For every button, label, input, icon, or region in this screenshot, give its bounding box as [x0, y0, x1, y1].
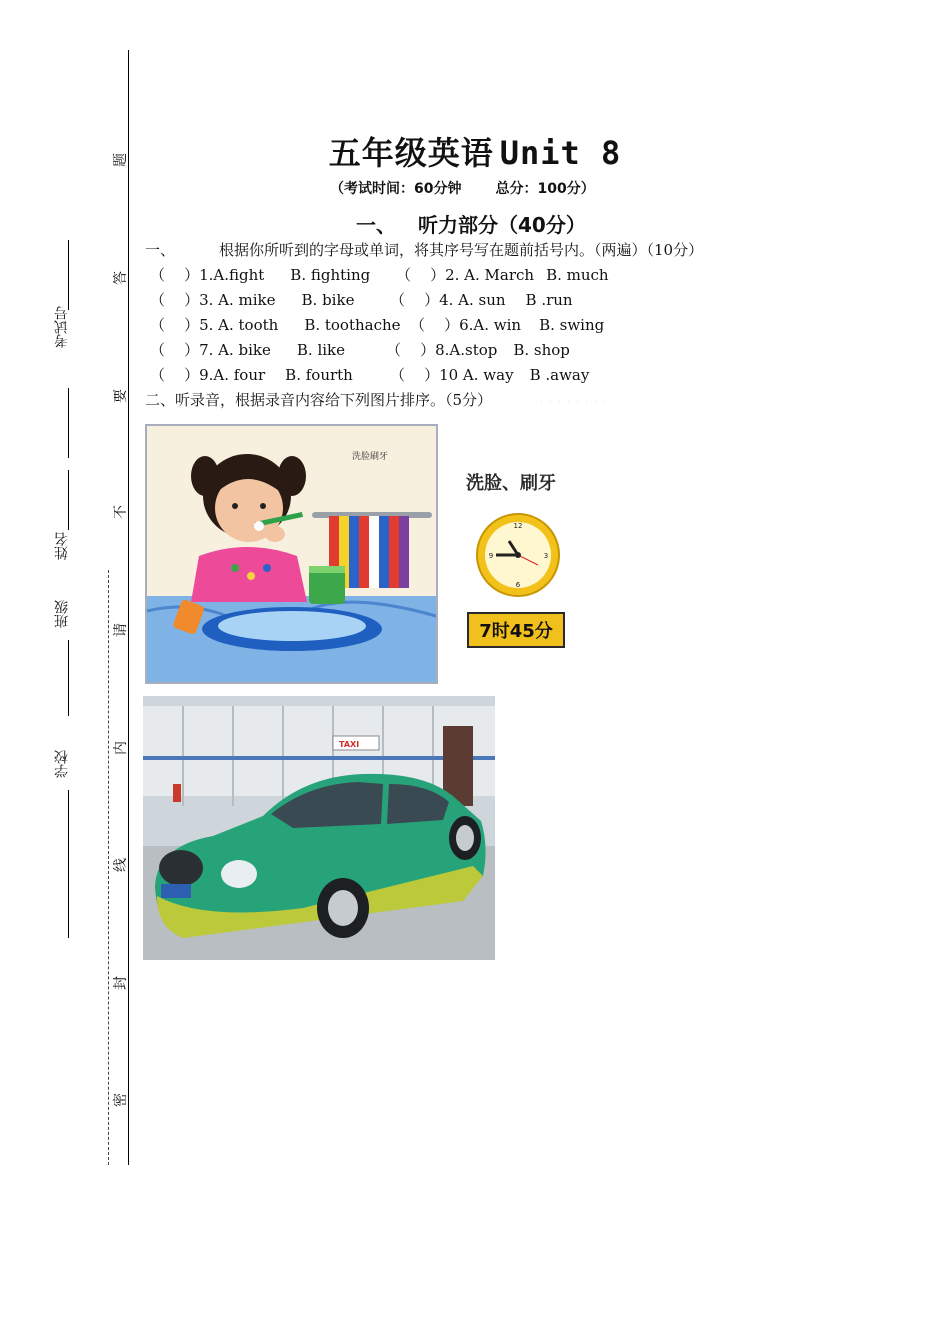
question-6 — [410, 314, 604, 335]
section-number: 一、 — [356, 213, 396, 237]
option-b: B .away — [529, 366, 590, 384]
answer-paren[interactable]: （ ） — [390, 291, 440, 309]
seal-char-9: 密 — [113, 1093, 129, 1107]
part1-instruction — [145, 239, 703, 260]
answer-paren[interactable]: （ ） — [390, 366, 440, 384]
option-b: B. fourth — [285, 366, 353, 384]
exam-no-underline — [68, 240, 69, 310]
svg-text:12: 12 — [513, 522, 523, 530]
answer-paren[interactable]: （ ） — [150, 341, 200, 359]
option-a: 2. A. March — [445, 266, 535, 284]
question-4 — [390, 289, 573, 310]
name-label: 姓名 — [54, 532, 70, 560]
seal-char-1: 题 — [113, 153, 129, 167]
section-title: 听力部分（40分） — [418, 213, 586, 237]
brushing-teeth-illustration — [147, 426, 436, 682]
option-a: 3. A. mike — [199, 291, 276, 309]
question-2 — [396, 264, 609, 285]
answer-paren[interactable]: （ ） — [150, 266, 200, 284]
seal-char-3: 要 — [113, 389, 129, 403]
class-label: 班级 — [54, 600, 70, 628]
question-1 — [150, 264, 370, 285]
question-5 — [150, 314, 401, 335]
total-score: 总分：100分） — [495, 181, 595, 197]
answer-paren[interactable]: （ ） — [386, 341, 436, 359]
brushing-teeth-picture — [145, 424, 438, 684]
exam-info — [330, 178, 595, 198]
title-chinese: 五年级英语 — [328, 134, 494, 172]
svg-text:6: 6 — [515, 581, 521, 589]
option-a: 7. A. bike — [199, 341, 271, 359]
activity-label: 洗脸、刷牙 — [466, 473, 556, 494]
option-a: 10 A. way — [439, 366, 514, 384]
exam-no-label: 考试号 — [54, 306, 70, 348]
option-b: B. swing — [539, 316, 605, 334]
seal-char-8: 封 — [113, 976, 129, 990]
question-8 — [386, 339, 570, 360]
part1-number: 一、 — [145, 241, 176, 259]
brush-caption: 洗脸刷牙 — [352, 452, 389, 462]
class-underline — [68, 640, 69, 716]
exam-time: （考试时间：60分钟 — [330, 181, 462, 197]
seal-char-2: 答 — [113, 271, 129, 285]
seal-char-5: 请 — [113, 623, 129, 637]
seal-char-7: 线 — [113, 858, 129, 872]
answer-paren[interactable]: （ ） — [396, 266, 446, 284]
time-card — [460, 465, 580, 655]
question-9 — [150, 364, 353, 385]
option-b: B. much — [546, 266, 609, 284]
option-b: B. like — [296, 341, 346, 359]
option-b: B .run — [525, 291, 573, 309]
taxi-photo — [143, 696, 495, 960]
option-a: 8.A.stop — [435, 341, 498, 359]
clock-illustration — [460, 465, 580, 655]
part1-text: 根据你所听到的字母或单词，将其序号写在题前括号内。（两遍）（10分） — [219, 241, 704, 259]
question-3 — [150, 289, 354, 310]
option-a: 6.A. win — [459, 316, 522, 334]
section-heading-listening — [356, 209, 586, 238]
time-label: 7时45分 — [479, 621, 553, 642]
option-a: 4. A. sun — [439, 291, 506, 309]
option-a: 5. A. tooth — [199, 316, 279, 334]
answer-paren[interactable]: （ ） — [150, 366, 200, 384]
part2-instruction: 二、听录音，根据录音内容给下列图片排序。（5分） — [145, 391, 493, 409]
school-label: 学校 — [54, 750, 70, 778]
question-7 — [150, 339, 345, 360]
answer-paren[interactable]: （ ） — [150, 316, 200, 334]
faint-watermark: · · · · · · · · — [540, 398, 609, 407]
seal-char-6: 内 — [113, 741, 129, 755]
margin-dashed-line — [108, 570, 109, 1165]
answer-paren[interactable]: （ ） — [150, 291, 200, 309]
option-a: 9.A. four — [199, 366, 266, 384]
option-b: B. shop — [513, 341, 570, 359]
taxi-picture — [143, 696, 495, 960]
title-unit: Unit 8 — [499, 134, 622, 172]
svg-text:3: 3 — [543, 552, 549, 560]
name-underline — [68, 470, 69, 530]
option-a: 1.A.fight — [199, 266, 265, 284]
answer-paren[interactable]: （ ） — [410, 316, 460, 334]
option-b: B. toothache — [304, 316, 401, 334]
school-underline — [68, 790, 69, 938]
svg-text:9: 9 — [488, 552, 494, 560]
option-b: B. bike — [301, 291, 355, 309]
taxi-sign: TAXI — [339, 740, 360, 749]
exam-no-underline-2 — [68, 388, 69, 458]
margin-outer-line — [128, 50, 129, 1165]
seal-char-4: 不 — [113, 505, 129, 519]
page-title — [0, 128, 950, 174]
option-b: B. fighting — [290, 266, 371, 284]
question-10 — [390, 364, 589, 385]
